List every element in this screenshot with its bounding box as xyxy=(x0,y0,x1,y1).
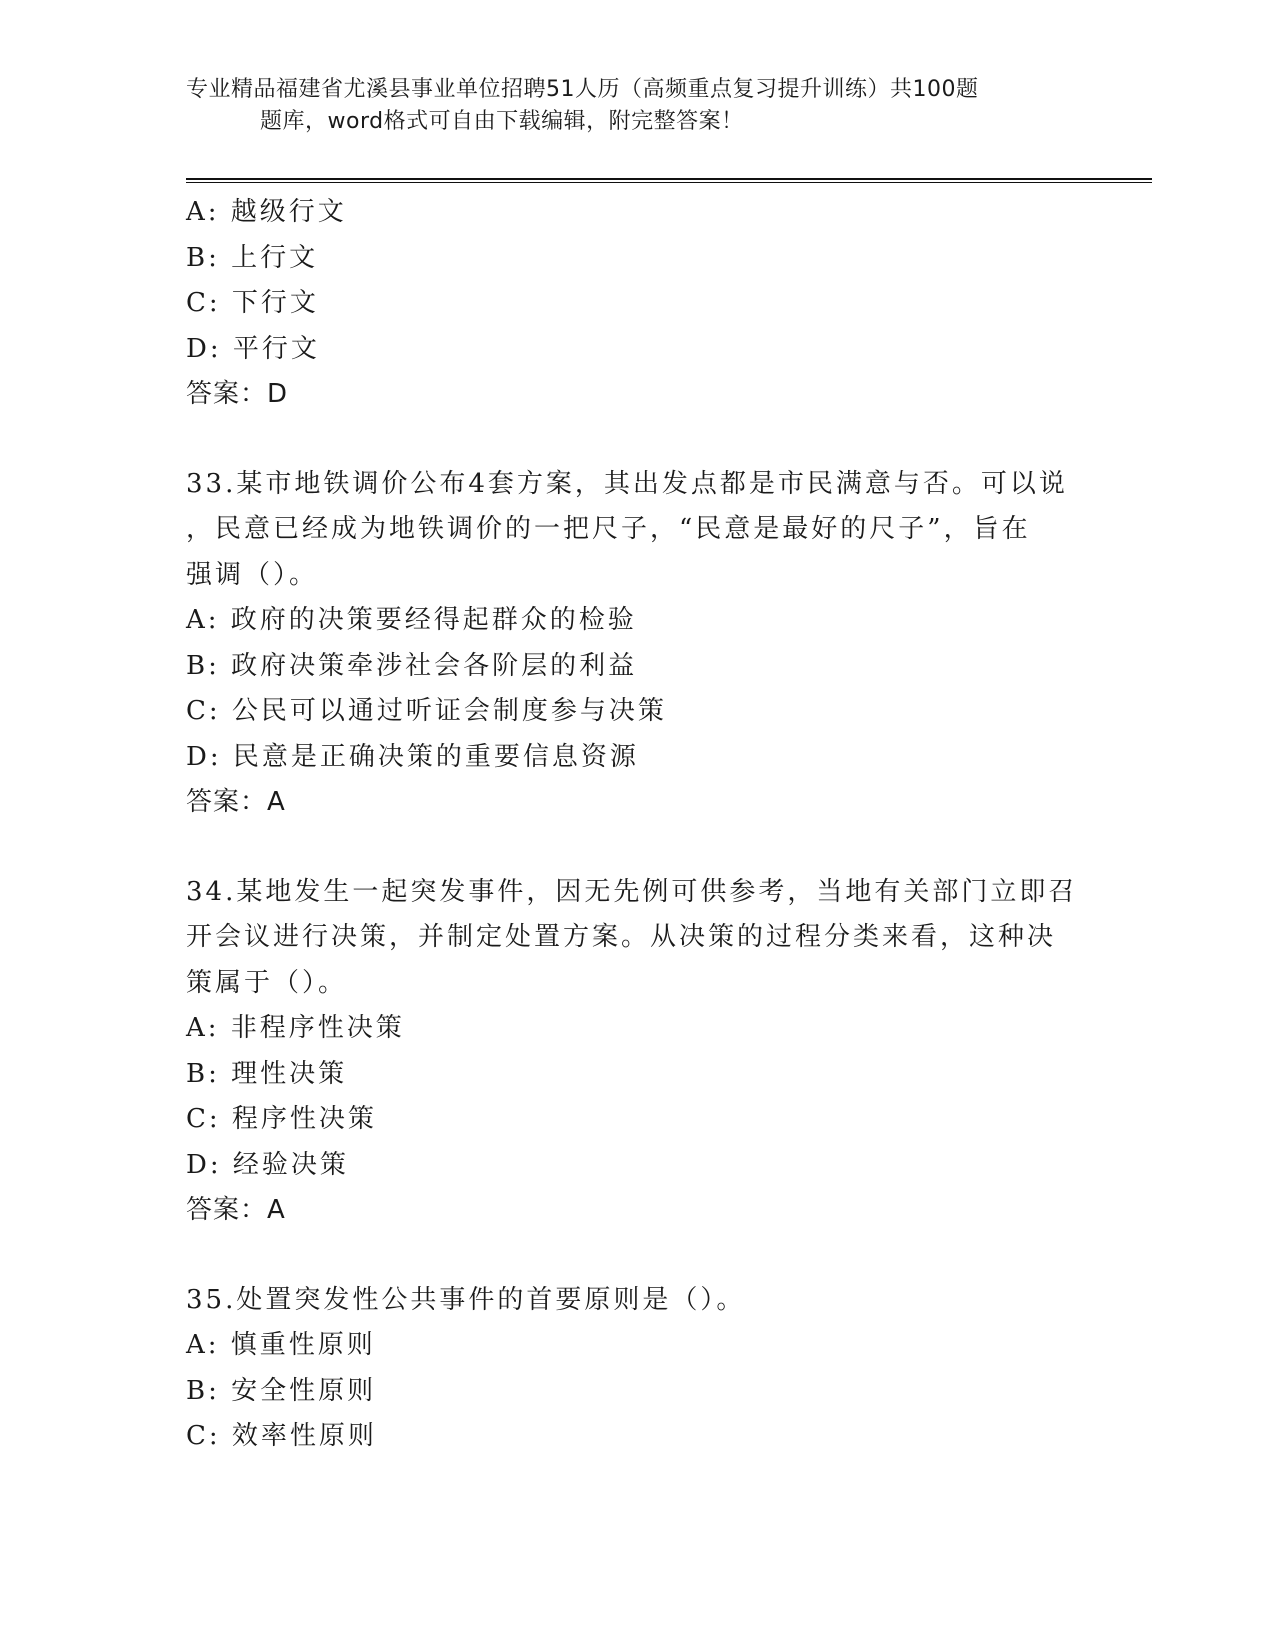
question-text-line: 33.某市地铁调价公布4套方案，其出发点都是市民满意与否。可以说 xyxy=(186,468,1068,499)
answer-line: 答案：A xyxy=(186,787,286,817)
option-line: C: 公民可以通过听证会制度参与决策 xyxy=(186,696,667,726)
option-line: C: 程序性决策 xyxy=(186,1104,377,1134)
option-line: B: 安全性原则 xyxy=(186,1375,377,1406)
option-line: D: 平行文 xyxy=(186,333,320,364)
question-text-line: 开会议进行决策，并制定处置方案。从决策的过程分类来看，这种决 xyxy=(186,922,1057,952)
question-block xyxy=(186,870,1076,1234)
option-line: C: 下行文 xyxy=(186,288,319,318)
option-line: D: 民意是正确决策的重要信息资源 xyxy=(186,741,639,772)
question-gap xyxy=(186,1234,1076,1278)
option-line: A: 慎重性原则 xyxy=(186,1330,376,1360)
question-text-line: ，民意已经成为地铁调价的一把尺子，“民意是最好的尺子”，旨在 xyxy=(186,514,1031,544)
question-text-line: 34.某地发生一起突发事件，因无先例可供参考，当地有关部门立即召 xyxy=(186,876,1078,907)
question-text-line: 策属于（）。 xyxy=(186,967,348,998)
answer-line: 答案：A xyxy=(186,1195,286,1225)
header-rule-thin xyxy=(186,182,1152,183)
answer-line: 答案：D xyxy=(186,379,289,409)
question-block xyxy=(186,462,1076,826)
question-content xyxy=(186,190,1076,1460)
header-rule-thick xyxy=(186,178,1152,180)
question-gap xyxy=(186,826,1076,870)
question-text-line: 强调（）。 xyxy=(186,559,319,590)
question-block xyxy=(186,1278,1076,1460)
option-line: B: 理性决策 xyxy=(186,1058,348,1089)
option-line: C: 效率性原则 xyxy=(186,1421,377,1451)
option-line: B: 政府决策牵涉社会各阶层的利益 xyxy=(186,650,638,681)
question-text-line: 35.处置突发性公共事件的首要原则是（）。 xyxy=(186,1284,746,1315)
question-gap xyxy=(186,418,1076,462)
header-title-line-2: 题库，word格式可自由下载编辑，附完整答案！ xyxy=(260,109,744,134)
option-line: D: 经验决策 xyxy=(186,1149,349,1180)
document-header xyxy=(186,74,1066,138)
option-line: A: 政府的决策要经得起群众的检验 xyxy=(186,605,637,635)
option-line: B: 上行文 xyxy=(186,242,319,273)
question-block xyxy=(186,190,1076,418)
option-line: A: 越级行文 xyxy=(186,197,347,227)
header-title-line-1: 专业精品福建省尤溪县事业单位招聘51人历（高频重点复习提升训练）共100题 xyxy=(186,77,979,102)
option-line: A: 非程序性决策 xyxy=(186,1013,405,1043)
